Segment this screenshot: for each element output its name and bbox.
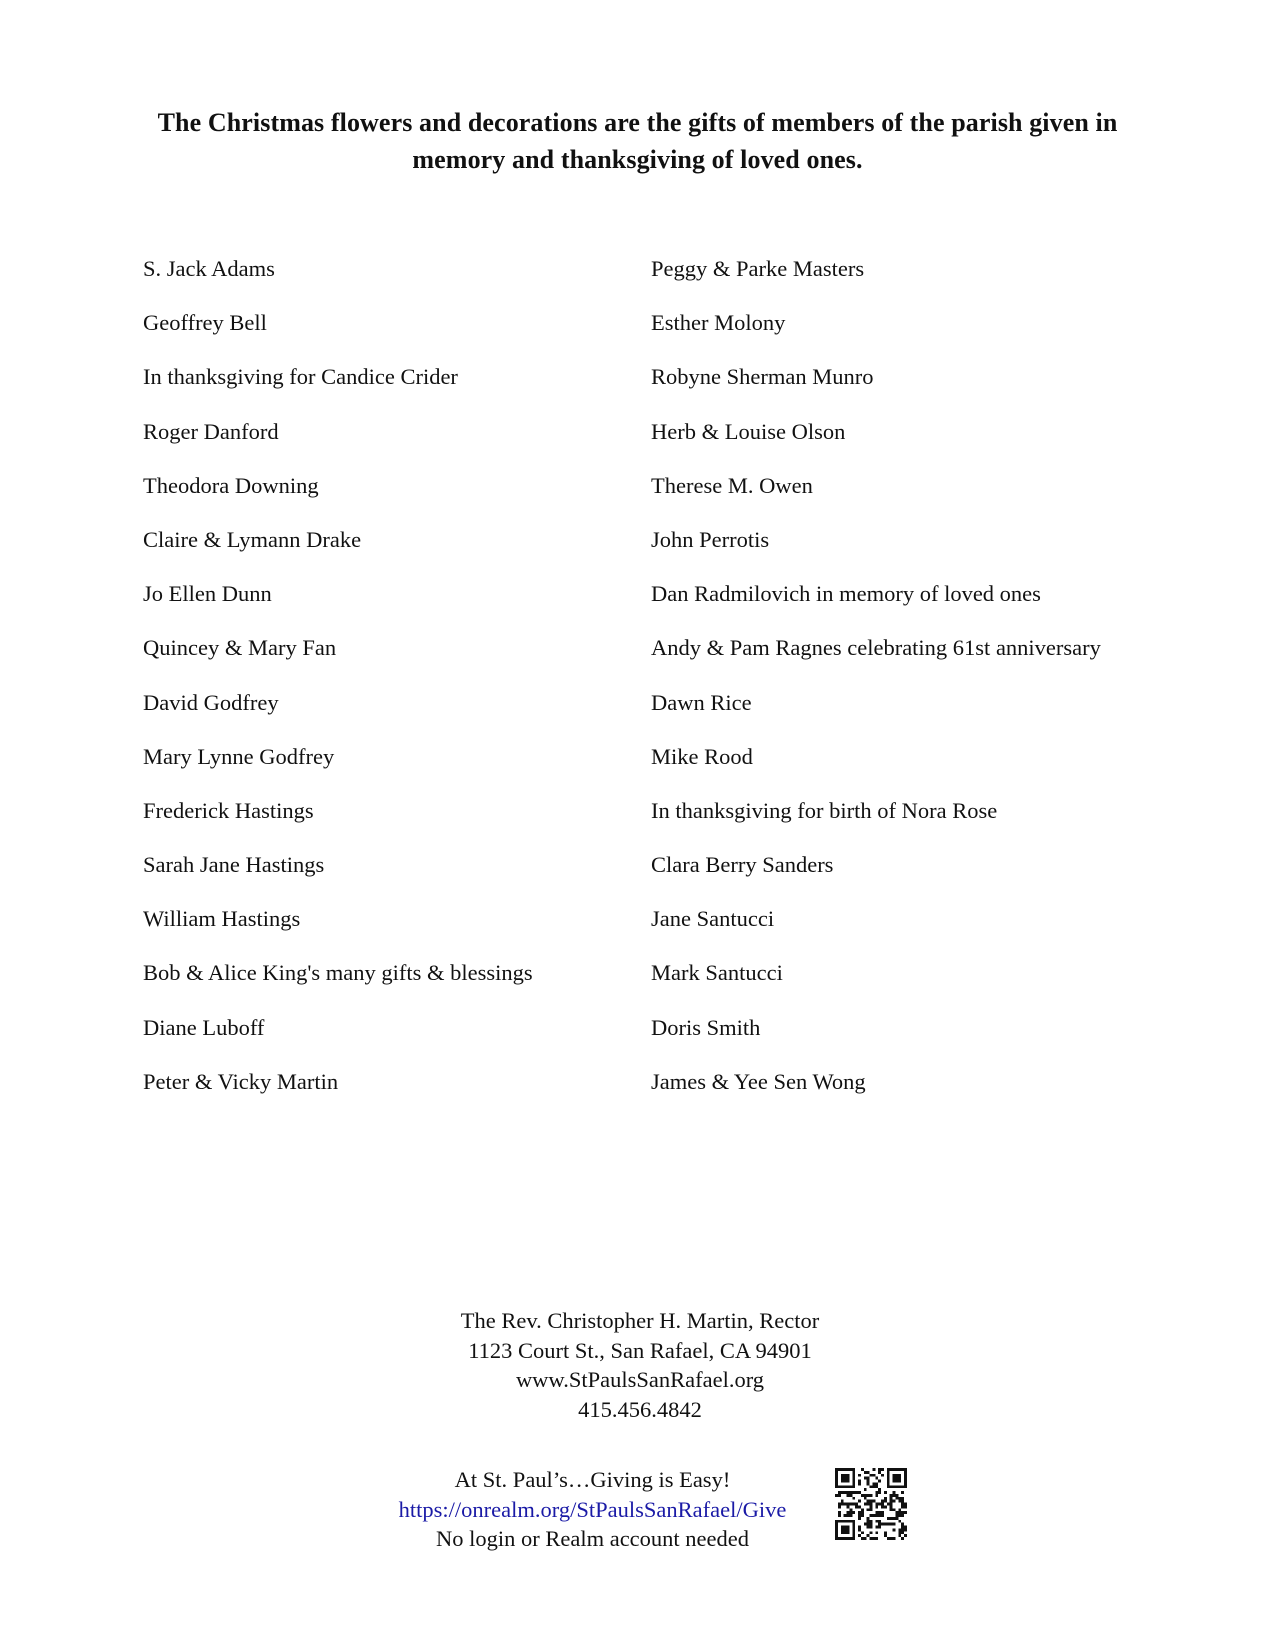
name-item: In thanksgiving for Candice Crider: [143, 364, 458, 390]
qr-code-icon[interactable]: [835, 1468, 907, 1540]
name-item: Peggy & Parke Masters: [651, 256, 865, 281]
parish-contact-block: [340, 1306, 940, 1424]
name-item: Diane Luboff: [143, 1014, 265, 1040]
name-item: Claire & Lymann Drake: [143, 526, 362, 552]
name-item: Clara Berry Sanders: [651, 852, 834, 878]
name-item: Bob & Alice King's many gifts & blessings: [143, 960, 533, 986]
name-item: Sarah Jane Hastings: [143, 852, 325, 878]
website-line: www.StPaulsSanRafael.org: [515, 1367, 765, 1392]
giving-link[interactable]: https://onrealm.org/StPaulsSanRafael/Give: [398, 1496, 787, 1522]
name-item: Robyne Sherman Munro: [651, 364, 874, 390]
name-item: Geoffrey Bell: [143, 310, 267, 336]
name-item: David Godfrey: [143, 689, 279, 715]
heading-line-1: The Christmas flowers and decorations are the gifts of members of the parish given in: [157, 108, 1118, 137]
name-item: James & Yee Sen Wong: [651, 1068, 866, 1094]
name-item: Herb & Louise Olson: [651, 418, 846, 444]
name-item: John Perrotis: [651, 526, 770, 552]
name-item: Frederick Hastings: [143, 797, 314, 823]
name-item: Mark Santucci: [651, 960, 783, 986]
name-item: William Hastings: [143, 906, 301, 932]
heading-line-2: memory and thanksgiving of loved ones.: [412, 145, 863, 174]
name-item: In thanksgiving for birth of Nora Rose: [651, 797, 998, 823]
name-item: Mary Lynne Godfrey: [143, 743, 335, 769]
name-item: Doris Smith: [651, 1014, 761, 1040]
names-left-column: [143, 254, 623, 1121]
name-item: Jane Santucci: [651, 906, 775, 932]
name-item: Dan Radmilovich in memory of loved ones: [651, 581, 1041, 607]
name-item: Peter & Vicky Martin: [143, 1068, 339, 1094]
giving-block: [340, 1465, 845, 1554]
giving-tagline: At St. Paul’s…Giving is Easy!: [454, 1467, 731, 1492]
name-item: Mike Rood: [651, 743, 753, 769]
giving-note: No login or Realm account needed: [435, 1526, 750, 1551]
name-item: Theodora Downing: [143, 472, 319, 498]
address-line: 1123 Court St., San Rafael, CA 94901: [468, 1337, 812, 1363]
name-item: Dawn Rice: [651, 689, 752, 715]
name-item: Roger Danford: [143, 418, 279, 444]
phone-line: 415.456.4842: [578, 1396, 702, 1422]
name-item: Andy & Pam Ragnes celebrating 61st anniversary: [651, 635, 1101, 661]
name-item: Quincey & Mary Fan: [143, 635, 337, 661]
name-item: S. Jack Adams: [143, 256, 275, 281]
page-heading: [90, 104, 1185, 178]
name-item: Esther Molony: [651, 310, 786, 336]
name-item: Jo Ellen Dunn: [143, 581, 272, 607]
name-item: Therese M. Owen: [651, 472, 813, 498]
rector-line: The Rev. Christopher H. Martin, Rector: [460, 1308, 820, 1333]
names-right-column: [651, 254, 1171, 1121]
